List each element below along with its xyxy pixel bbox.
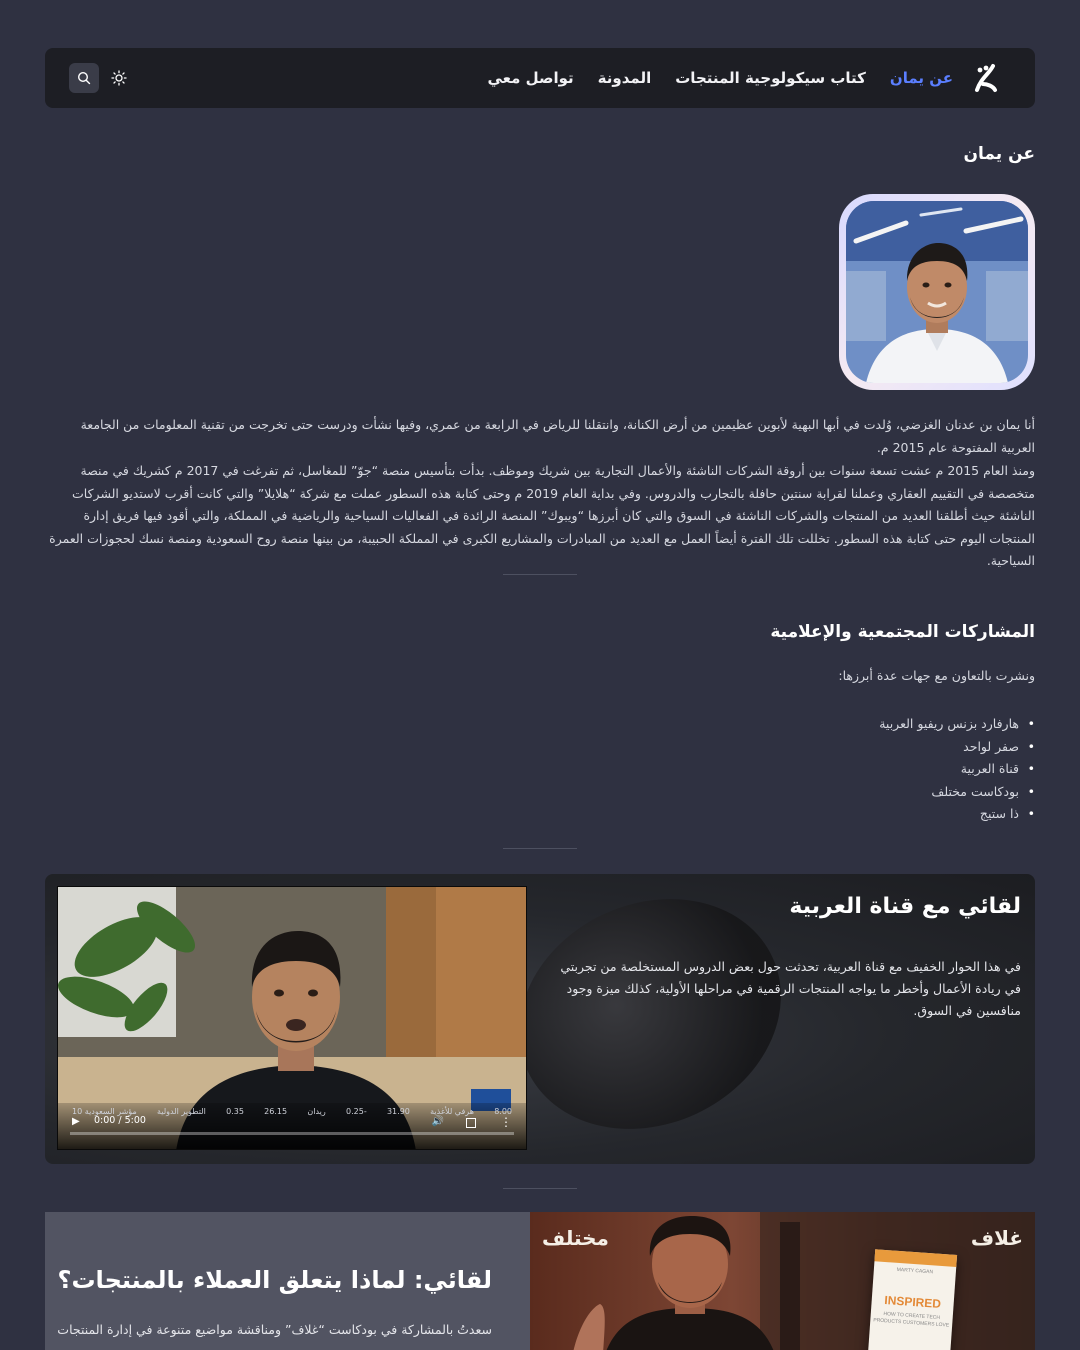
nav-link-about[interactable]: عن يمان [889, 69, 953, 87]
podcast-text-panel [45, 1212, 530, 1350]
book-cover [867, 1249, 957, 1350]
participation-intro: ونشرت بالتعاون مع جهات عدة أبرزها: [838, 668, 1035, 683]
list-item: • ذا ستيج [879, 803, 1035, 826]
list-item: • بودكاست مختلف [879, 781, 1035, 804]
profile-photo-image [846, 201, 1028, 383]
ticker-item: مؤشر السعودية 10 [72, 1107, 137, 1116]
nav-link-book[interactable]: كتاب سيكولوجية المنتجات [675, 69, 866, 87]
interview-title: لقائي مع قناة العربية [789, 894, 1021, 919]
podcast-description: سعدتُ بالمشاركة في بودكاست “غلاف” ومناقشة مواضيع متنوعة في إدارة المنتجات [57, 1322, 492, 1337]
logo-mark-icon [971, 60, 1001, 96]
ticker-item: 31.90 [386, 1107, 410, 1116]
bio-paragraph-1: أنا يمان بن عدنان الغزضي، وُلدت في أبها البهية لأبوين عظيمين من أرض الكنانة، وانتقلنا للرياض في الرابعة من عمري، وفيها نشأت ودرست حتى تخرجت من تقنية المعلومات من الجامعة العربية المفتوحة عام 2015 م. [80, 417, 1035, 455]
podcast-title: لقائي: لماذا يتعلق العملاء بالمنتجات؟ [57, 1266, 492, 1294]
about-heading: عن يمان [963, 144, 1035, 164]
top-nav [45, 48, 1035, 108]
search-icon [77, 71, 91, 85]
theme-toggle-button[interactable] [109, 68, 129, 88]
site-logo[interactable] [969, 58, 1003, 98]
list-item: • هارفارد بزنس ريفيو العربية [879, 713, 1035, 736]
section-divider [503, 848, 577, 849]
portrait-illustration [846, 201, 1028, 383]
podcast-card[interactable] [45, 1212, 1035, 1350]
section-divider [503, 1188, 577, 1189]
ticker-item: 26.15 [264, 1107, 288, 1116]
book-title: INSPIRED [883, 1293, 942, 1311]
interview-description: في هذا الحوار الخفيف مع قناة العربية، تحدثت حول بعض الدروس المستخلصة من تجربتي في ريادة الأعمال وأخطر ما يواجه المنتجات الرقمية في مراحلها الأولية، كذلك ميزة وجود منافسين في السوق. [560, 959, 1021, 1018]
more-options-icon[interactable]: ⋮ [500, 1115, 512, 1129]
sun-icon [111, 70, 127, 86]
fullscreen-icon[interactable] [466, 1118, 476, 1128]
ticker-item: التطوير الدولية [157, 1107, 206, 1116]
list-item: • صفر لواحد [879, 736, 1035, 759]
nav-link-blog[interactable]: المدونة [597, 69, 652, 87]
ticker-item: هرفي للأغذية [430, 1107, 474, 1116]
ticker-item: -0.25 [346, 1107, 367, 1116]
podcast-brand-ghilaf: غلاف [970, 1226, 1023, 1250]
nav-links [487, 69, 953, 87]
profile-photo [839, 194, 1035, 390]
play-icon[interactable]: ▶ [72, 1116, 80, 1127]
nav-link-contact[interactable]: تواصل معي [487, 69, 574, 87]
podcast-image [530, 1212, 1035, 1350]
video-controls [58, 1103, 526, 1149]
section-divider [503, 574, 577, 575]
video-progress-bar[interactable] [70, 1132, 514, 1135]
ticker-item: 0.35 [226, 1107, 244, 1116]
video-time: 0:00 / 5:00 [94, 1115, 146, 1126]
ticker-item: ريدان [307, 1107, 326, 1116]
ticker-item: 8.00 [494, 1107, 512, 1116]
book-subtitle: HOW TO CREATE TECH PRODUCTS CUSTOMERS LOVE [873, 1311, 950, 1329]
podcast-brand-mukhtalif: مختلف [542, 1226, 609, 1250]
alarabiya-interview-card [45, 874, 1035, 1164]
participation-list [879, 713, 1035, 826]
bio-paragraph-2: ومنذ العام 2015 م عشت تسعة سنوات بين أروقة الشركات الناشئة والأعمال التجارية بين شريك وموظف. بدأت بتأسيس منصة “جوّ” للمغاسل، ثم تفرغت في 2017 م كشريك في منصة متخصصة في التقييم العقاري وعملنا لقرابة سنتين حافلة بالتجارب والدروس. وفي بداية العام 2019 م وحتى كتابة هذه السطور عملت مع شركة “هلايلا” والتي كانت أقرب لاستديو الشركات الناشئة حيث أطلقنا العديد من المنتجات والشركات الناشئة في السوق والتي كان أبرزها “ويبوك” المنصة الرائدة في الفعاليات السياحية والرياضية في المملكة، والتي أقود فيها فريق إدارة المنتجات اليوم حتى كتابة هذه السطور. تخللت تلك الفترة أيضاً العمل مع العديد من المبادرات والمشاريع الكبرى في المملكة الحبيبة، من بينها منصة روح السعودية ومنصة نسك لحجوزات العمرة السياحية. [49, 463, 1035, 568]
list-item: • قناة العربية [879, 758, 1035, 781]
nav-tools [69, 63, 129, 93]
book-author: MARTY CAGAN [896, 1266, 934, 1276]
search-button[interactable] [69, 63, 99, 93]
volume-icon[interactable]: 🔊 [431, 1116, 444, 1127]
participation-heading: المشاركات المجتمعية والإعلامية [770, 622, 1035, 642]
interview-video-player[interactable] [57, 886, 527, 1150]
